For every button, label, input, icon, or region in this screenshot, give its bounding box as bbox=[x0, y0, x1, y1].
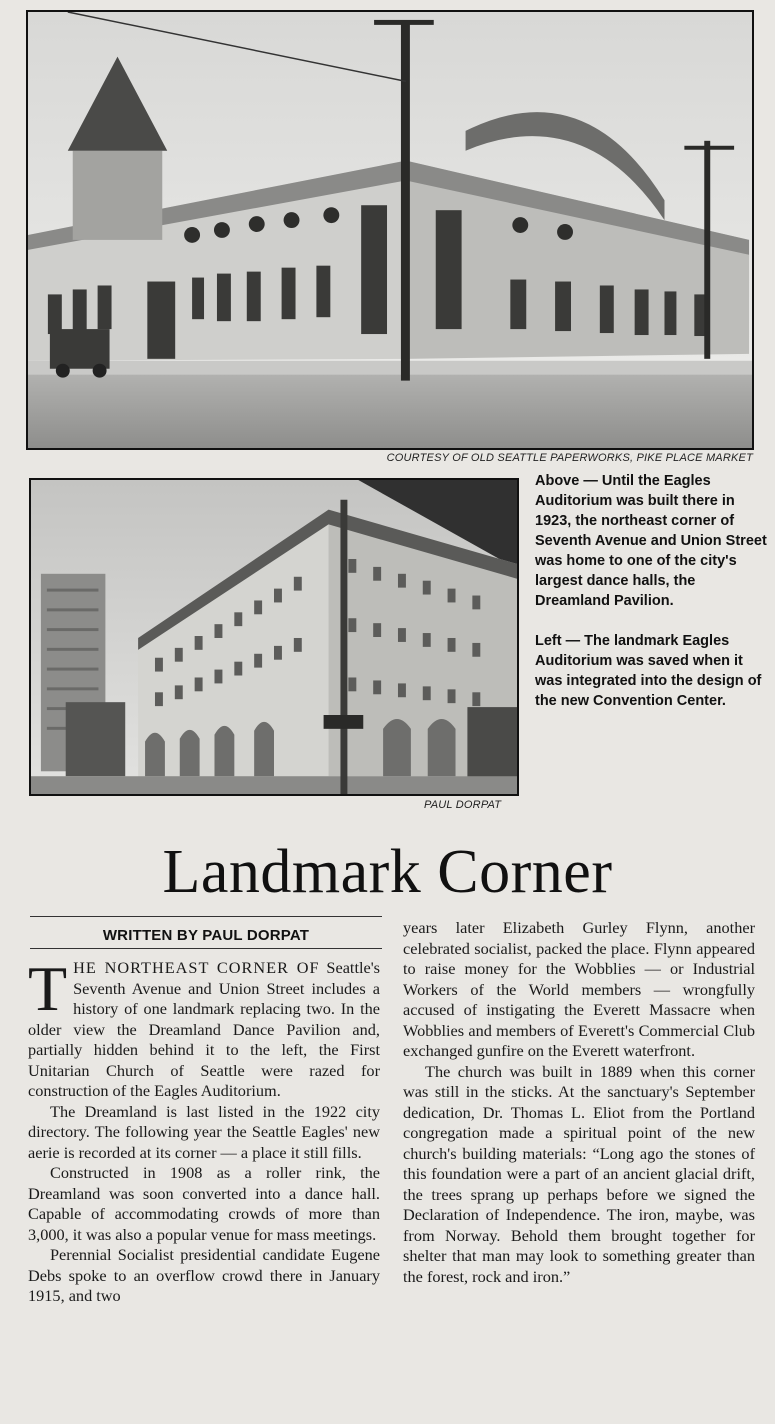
photo-caption bbox=[535, 471, 767, 711]
eagles-auditorium-photo bbox=[29, 478, 519, 796]
article-column-right bbox=[403, 918, 755, 1287]
photo-credit-bottom: PAUL DORPAT bbox=[424, 799, 502, 811]
article-paragraph-3: Constructed in 1908 as a roller rink, the Dreamland was soon converted into a dance hall. Capable of accommodating crowds of more than 3,000, it was also a popular venue for mass meetings. bbox=[28, 1163, 380, 1244]
byline-rule-bottom bbox=[30, 948, 382, 949]
article-paragraph-4: Perennial Socialist presidential candidate Eugene Debs spoke to an overflow crowd there in January 1915, and two bbox=[28, 1245, 380, 1305]
article-paragraph-2: The Dreamland is last listed in the 1922 city directory. The following year the Seattle Eagles' new aerie is recorded at its corner — a place it still fills. bbox=[28, 1101, 380, 1162]
article-paragraph-4-cont: years later Elizabeth Gurley Flynn, another celebrated socialist, packed the place. Flynn appeared to raise money for the Wobblies — or Industrial Workers of the World members — wrongfully accused of instigating the Everett Massacre when Wobblies and members of Everett's Commercial Club exchanged gunfire on the Everett waterfront. bbox=[403, 918, 755, 1060]
lead-caps: HE NORTHEAST CORNER OF bbox=[73, 958, 320, 977]
caption-above: Above — Until the Eagles Auditorium was built there in 1923, the northeast corner of Seventh Avenue and Union Street was home to one of the city's largest dance halls, the Dreamland Pavilion. bbox=[535, 473, 767, 609]
byline-rule-top bbox=[30, 916, 382, 917]
drop-cap: T bbox=[28, 953, 68, 1024]
paragraph-1-text: Seattle's Seventh Avenue and Union Street includes a history of one landmark replacing two. In the older view the Dreamland Dance Pavilion and, partially hidden behind it to the left, the First Unitarian Church of Seattle were razed for construction of the Eagles Auditorium. bbox=[28, 958, 380, 1100]
headline: Landmark Corner bbox=[162, 838, 613, 906]
caption-left: Left — The landmark Eagles Auditorium was saved when it was integrated into the design of the new Convention Center. bbox=[535, 633, 762, 709]
building-photo-icon bbox=[31, 480, 517, 794]
article-paragraph-1 bbox=[28, 953, 380, 1102]
photo-credit-top: COURTESY OF OLD SEATTLE PAPERWORKS, PIKE PLACE MARKET bbox=[386, 452, 753, 464]
building-photo-icon bbox=[28, 12, 752, 448]
dreamland-pavilion-photo bbox=[26, 10, 754, 450]
article-paragraph-5: The church was built in 1889 when this corner was still in the sticks. At the sanctuary's September dedication, Dr. Thomas L. Eliot from the Portland congregation made a spiritual point of the new church's building materials: “Long ago the stones of this foundation were a part of an ancient glacial drift, the trees sprang up perhaps before we signed the Declaration of Independence. The iron, maybe, was from Norway. Behold them brought together for shelter that man may look to something greater than the forest, rock and iron.” bbox=[403, 1061, 755, 1286]
byline: WRITTEN BY PAUL DORPAT bbox=[102, 927, 310, 944]
article-column-left bbox=[28, 953, 380, 1307]
